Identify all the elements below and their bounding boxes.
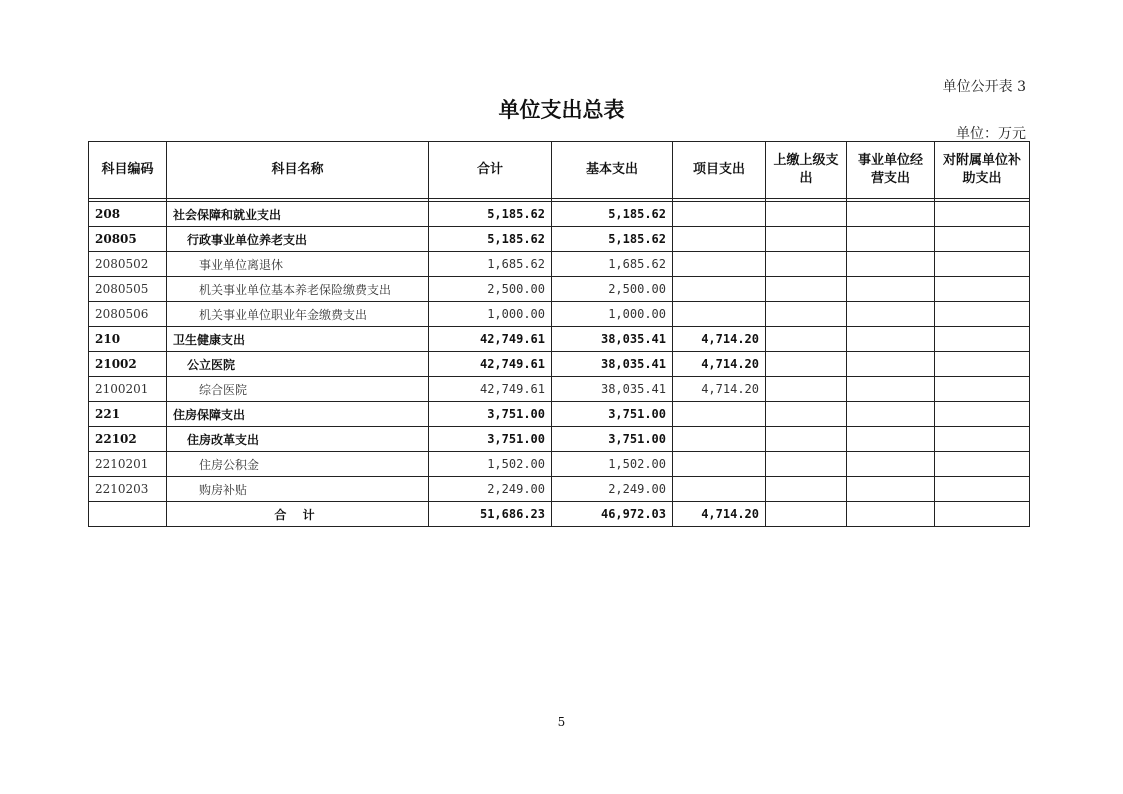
cell-project bbox=[673, 277, 766, 302]
cell-subsidy bbox=[935, 452, 1030, 477]
table-row bbox=[89, 377, 1030, 402]
cell-code: 221 bbox=[89, 402, 167, 427]
col-header-total: 合计 bbox=[429, 142, 552, 199]
cell-name: 机关事业单位职业年金缴费支出 bbox=[167, 302, 429, 327]
cell-project bbox=[673, 202, 766, 227]
cell-total: 51,686.23 bbox=[429, 502, 552, 527]
cell-project bbox=[673, 227, 766, 252]
cell-code: 2080502 bbox=[89, 252, 167, 277]
cell-subsidy bbox=[935, 427, 1030, 452]
cell-name: 住房改革支出 bbox=[167, 427, 429, 452]
cell-business bbox=[847, 452, 935, 477]
cell-total: 3,751.00 bbox=[429, 427, 552, 452]
cell-upper bbox=[766, 352, 847, 377]
cell-project bbox=[673, 427, 766, 452]
cell-business bbox=[847, 402, 935, 427]
col-header-subsidy: 对附属单位补助支出 bbox=[935, 142, 1030, 199]
table-row bbox=[89, 227, 1030, 252]
cell-upper bbox=[766, 202, 847, 227]
expenditure-table bbox=[88, 141, 1030, 527]
cell-total: 1,685.62 bbox=[429, 252, 552, 277]
cell-basic: 2,249.00 bbox=[552, 477, 673, 502]
table-header-row bbox=[89, 142, 1030, 199]
cell-upper bbox=[766, 252, 847, 277]
cell-upper bbox=[766, 427, 847, 452]
cell-name: 公立医院 bbox=[167, 352, 429, 377]
cell-basic: 46,972.03 bbox=[552, 502, 673, 527]
cell-basic: 5,185.62 bbox=[552, 227, 673, 252]
cell-code: 2080506 bbox=[89, 302, 167, 327]
cell-total: 42,749.61 bbox=[429, 377, 552, 402]
col-header-upper: 上缴上级支出 bbox=[766, 142, 847, 199]
cell-subsidy bbox=[935, 277, 1030, 302]
unit-label: 单位：万元 bbox=[956, 126, 1026, 142]
cell-subsidy bbox=[935, 377, 1030, 402]
cell-business bbox=[847, 252, 935, 277]
cell-business bbox=[847, 352, 935, 377]
cell-subsidy bbox=[935, 352, 1030, 377]
cell-business bbox=[847, 227, 935, 252]
cell-upper bbox=[766, 402, 847, 427]
table-row bbox=[89, 402, 1030, 427]
page-title: 单位支出总表 bbox=[498, 98, 625, 122]
cell-basic: 38,035.41 bbox=[552, 327, 673, 352]
cell-basic: 3,751.00 bbox=[552, 427, 673, 452]
cell-upper bbox=[766, 227, 847, 252]
cell-subsidy bbox=[935, 477, 1030, 502]
cell-basic: 38,035.41 bbox=[552, 352, 673, 377]
cell-code: 2080505 bbox=[89, 277, 167, 302]
table-row bbox=[89, 302, 1030, 327]
cell-name: 事业单位离退休 bbox=[167, 252, 429, 277]
table-row bbox=[89, 327, 1030, 352]
cell-project: 4,714.20 bbox=[673, 327, 766, 352]
col-header-name: 科目名称 bbox=[167, 142, 429, 199]
cell-project: 4,714.20 bbox=[673, 502, 766, 527]
table-row bbox=[89, 252, 1030, 277]
cell-name: 合 计 bbox=[167, 502, 429, 527]
cell-basic: 1,000.00 bbox=[552, 302, 673, 327]
cell-subsidy bbox=[935, 227, 1030, 252]
cell-upper bbox=[766, 327, 847, 352]
cell-basic: 1,502.00 bbox=[552, 452, 673, 477]
cell-basic: 38,035.41 bbox=[552, 377, 673, 402]
cell-name: 住房保障支出 bbox=[167, 402, 429, 427]
cell-business bbox=[847, 477, 935, 502]
cell-project: 4,714.20 bbox=[673, 377, 766, 402]
cell-code: 2210203 bbox=[89, 477, 167, 502]
cell-code: 210 bbox=[89, 327, 167, 352]
col-header-basic: 基本支出 bbox=[552, 142, 673, 199]
cell-code: 2100201 bbox=[89, 377, 167, 402]
col-header-code: 科目编码 bbox=[89, 142, 167, 199]
col-header-business: 事业单位经营支出 bbox=[847, 142, 935, 199]
cell-business bbox=[847, 427, 935, 452]
cell-name: 购房补贴 bbox=[167, 477, 429, 502]
cell-subsidy bbox=[935, 402, 1030, 427]
cell-name: 行政事业单位养老支出 bbox=[167, 227, 429, 252]
cell-name: 机关事业单位基本养老保险缴费支出 bbox=[167, 277, 429, 302]
cell-business bbox=[847, 377, 935, 402]
table-total-row bbox=[89, 502, 1030, 527]
cell-basic: 1,685.62 bbox=[552, 252, 673, 277]
cell-business bbox=[847, 502, 935, 527]
cell-project bbox=[673, 252, 766, 277]
cell-project: 4,714.20 bbox=[673, 352, 766, 377]
cell-upper bbox=[766, 277, 847, 302]
cell-upper bbox=[766, 452, 847, 477]
cell-project bbox=[673, 402, 766, 427]
cell-total: 3,751.00 bbox=[429, 402, 552, 427]
cell-subsidy bbox=[935, 302, 1030, 327]
cell-code: 20805 bbox=[89, 227, 167, 252]
cell-upper bbox=[766, 302, 847, 327]
cell-code: 22102 bbox=[89, 427, 167, 452]
cell-subsidy bbox=[935, 252, 1030, 277]
table-row bbox=[89, 202, 1030, 227]
table-row bbox=[89, 452, 1030, 477]
cell-business bbox=[847, 202, 935, 227]
cell-subsidy bbox=[935, 202, 1030, 227]
cell-basic: 3,751.00 bbox=[552, 402, 673, 427]
cell-total: 2,500.00 bbox=[429, 277, 552, 302]
cell-total: 2,249.00 bbox=[429, 477, 552, 502]
cell-total: 5,185.62 bbox=[429, 227, 552, 252]
form-label: 单位公开表 3 bbox=[942, 79, 1026, 95]
cell-name: 卫生健康支出 bbox=[167, 327, 429, 352]
cell-name: 住房公积金 bbox=[167, 452, 429, 477]
cell-subsidy bbox=[935, 502, 1030, 527]
table-body bbox=[89, 199, 1030, 527]
cell-total: 5,185.62 bbox=[429, 202, 552, 227]
col-header-project: 项目支出 bbox=[673, 142, 766, 199]
cell-upper bbox=[766, 377, 847, 402]
cell-basic: 2,500.00 bbox=[552, 277, 673, 302]
cell-project bbox=[673, 302, 766, 327]
cell-name: 综合医院 bbox=[167, 377, 429, 402]
cell-business bbox=[847, 327, 935, 352]
cell-total: 1,000.00 bbox=[429, 302, 552, 327]
cell-total: 1,502.00 bbox=[429, 452, 552, 477]
cell-project bbox=[673, 477, 766, 502]
cell-business bbox=[847, 302, 935, 327]
page-number: 5 bbox=[557, 715, 566, 729]
cell-code: 21002 bbox=[89, 352, 167, 377]
cell-code: 208 bbox=[89, 202, 167, 227]
cell-business bbox=[847, 277, 935, 302]
cell-total: 42,749.61 bbox=[429, 352, 552, 377]
table-row bbox=[89, 352, 1030, 377]
cell-total: 42,749.61 bbox=[429, 327, 552, 352]
cell-upper bbox=[766, 502, 847, 527]
cell-code bbox=[89, 502, 167, 527]
cell-upper bbox=[766, 477, 847, 502]
cell-code: 2210201 bbox=[89, 452, 167, 477]
table-row bbox=[89, 277, 1030, 302]
cell-project bbox=[673, 452, 766, 477]
cell-basic: 5,185.62 bbox=[552, 202, 673, 227]
cell-subsidy bbox=[935, 327, 1030, 352]
cell-name: 社会保障和就业支出 bbox=[167, 202, 429, 227]
table-row bbox=[89, 477, 1030, 502]
table-row bbox=[89, 427, 1030, 452]
